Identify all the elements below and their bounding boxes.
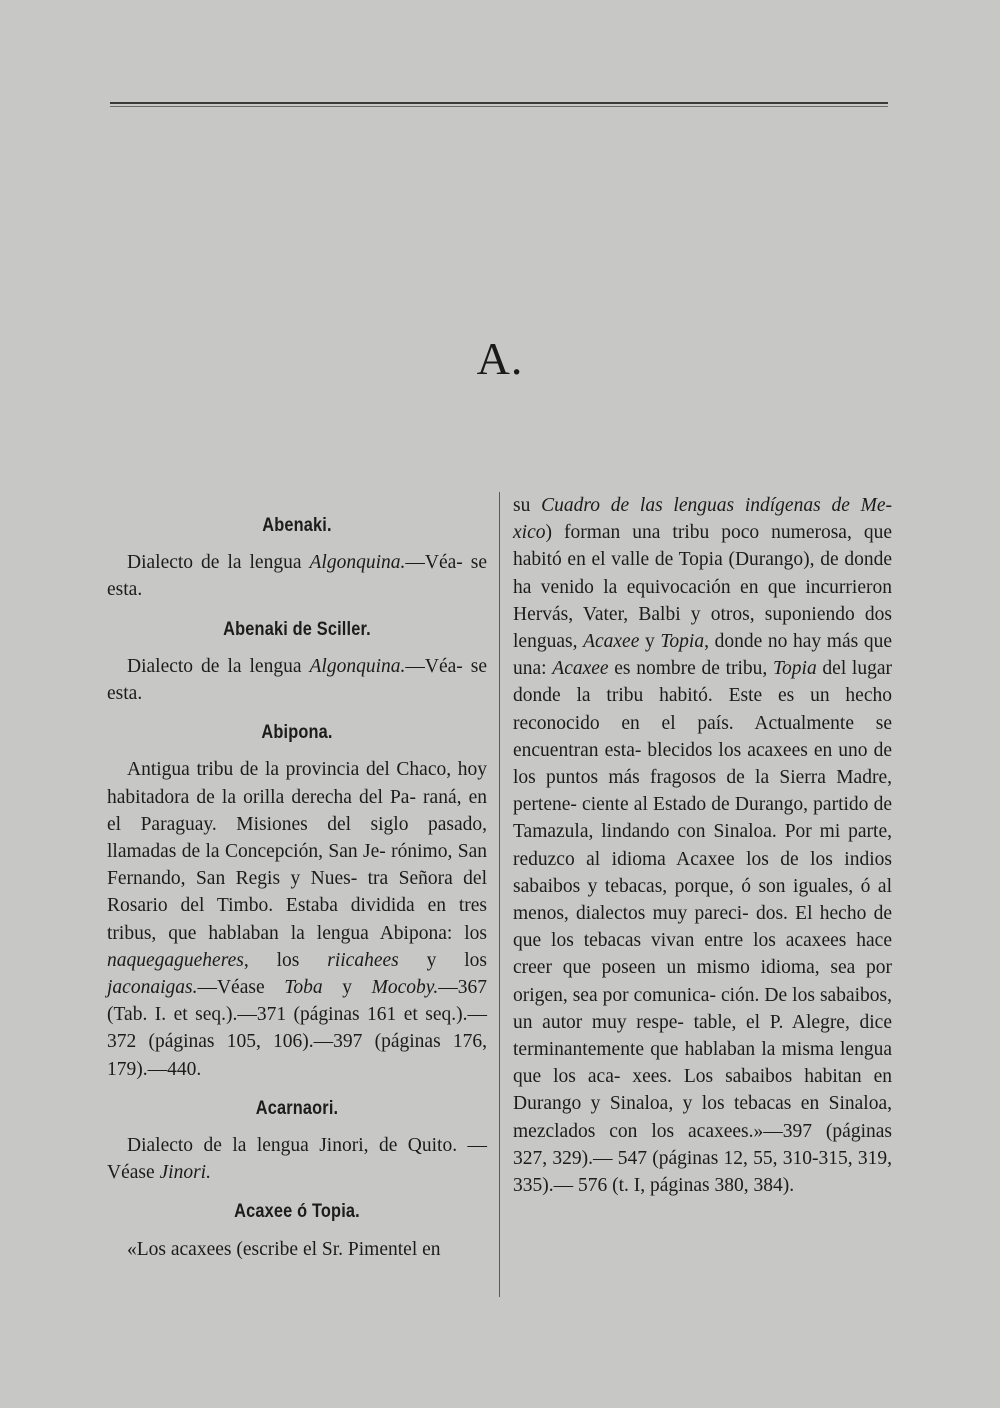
text-run: Dialecto de la lengua — [127, 552, 310, 574]
italic-run: Jinori. — [159, 1162, 211, 1184]
italic-run: Topia — [660, 631, 705, 653]
text-run: es nombre de tribu, — [608, 658, 773, 680]
entry-title-abenaki: Abenaki. — [262, 515, 332, 536]
italic-run: Acaxee — [552, 658, 609, 680]
italic-run: Algonquina. — [309, 655, 406, 677]
right-column — [513, 492, 892, 1199]
entry-title-abipona: Abipona. — [261, 722, 333, 744]
italic-run: jaconaigas. — [107, 977, 198, 999]
italic-run: naquegagueheres — [107, 949, 244, 971]
section-letter: A. — [476, 333, 524, 384]
italic-run: Cuadro de las lenguas indígenas de Me- xico — [513, 495, 892, 544]
entry-title-abenaki-sciller: Abenaki de Sciller. — [223, 618, 371, 640]
text-run: —Véa- se esta. — [107, 552, 487, 601]
text-run: —Véa- se esta. — [107, 655, 487, 705]
text-run: —Véase — [197, 977, 285, 999]
text-run: , donde no hay más que una: — [513, 631, 892, 680]
header-rule-thin — [110, 106, 888, 107]
italic-run: Algonquina. — [309, 552, 406, 574]
text-run: Dialecto de la lengua Jinori, de Quito. —Véase — [107, 1135, 487, 1184]
left-column — [107, 512, 487, 1263]
entry-text-acaxee-continued — [513, 492, 892, 1199]
entry-text-acarnaori — [107, 1132, 487, 1186]
entry-text-abenaki-sciller — [107, 653, 487, 707]
italic-run: Mocoby. — [371, 977, 439, 999]
italic-run: Acaxee — [583, 631, 640, 653]
text-run: del lugar donde la tribu habitó. Este es un hecho reconocido en el país. Actualmente se encuentran esta- blecidos los acaxees en uno de los puntos más fragosos de la Sierra Madre, pertene- ciente al Estado de Durango, partido de Tamazula, lindando con Sinaloa. Por mi parte, reduzco al idioma Acaxee los de los indios sabaibos y tebacas, porque, ó son iguales, ó al menos, dialectos muy pareci- dos. El hecho de que los tebacas vivan entre los acaxees hace creer que poseen un mismo idioma, sea por origen, sea por comunica- ción. De los sabaibos, un autor muy respe- table, el P. Alegre, dice terminantemente que hablaban la misma lengua que los aca- xees. Los sabaibos habitan en Durango y Sinaloa, y los tebacas en Sinaloa, mezclados con los acaxees.»—397 (páginas 327, 329).— 547 (páginas 12, 55, 310-315, 319, 335).— 576 (t. I, páginas 380, 384). — [513, 658, 893, 1197]
text-run: , los — [243, 949, 328, 971]
text-run: y — [639, 631, 661, 653]
entry-text-acaxee: «Los acaxees (escribe el Sr. Pimentel en — [127, 1238, 441, 1260]
italic-run: Topia — [772, 658, 817, 680]
text-run: Antigua tribu de la provincia del Chaco, hoy habitadora de la orilla derecha del Pa- raná, en el Paraguay. Misiones del siglo pasado, llamadas de la Concepción, San Je- rónimo, San Fernando, San Regis y Nues- tra Señora del Rosario del Timbo. Estaba dividida en tres tribus, que hablaban la lengua Abipona: los — [107, 759, 487, 944]
header-rule — [110, 102, 888, 104]
text-run: —367 (Tab. I. et seq.).—371 (páginas 161 et seq.).—372 (páginas 105, 106).—397 (páginas 176, 179).—440. — [107, 977, 487, 1080]
text-run: ) forman una tribu poco numerosa, que habitó en el valle de Topia (Durango), de donde ha venido la equivocación en que incurrieron Hervás, Vater, Balbi y otros, suponiendo dos lenguas, — [513, 522, 892, 653]
text-run: Dialecto de la lengua — [127, 655, 310, 677]
text-run: su — [513, 495, 542, 516]
entry-text-abenaki — [107, 549, 487, 603]
italic-run: riicahees — [327, 949, 399, 971]
entry-title-acarnaori: Acarnaori. — [255, 1097, 339, 1119]
italic-run: Toba — [284, 977, 323, 999]
text-run: y los — [398, 949, 487, 971]
column-divider — [499, 492, 500, 1297]
entry-title-acaxee: Acaxee ó Topia. — [234, 1201, 360, 1223]
entry-text-abipona — [107, 756, 487, 1082]
text-run: y — [322, 977, 372, 999]
